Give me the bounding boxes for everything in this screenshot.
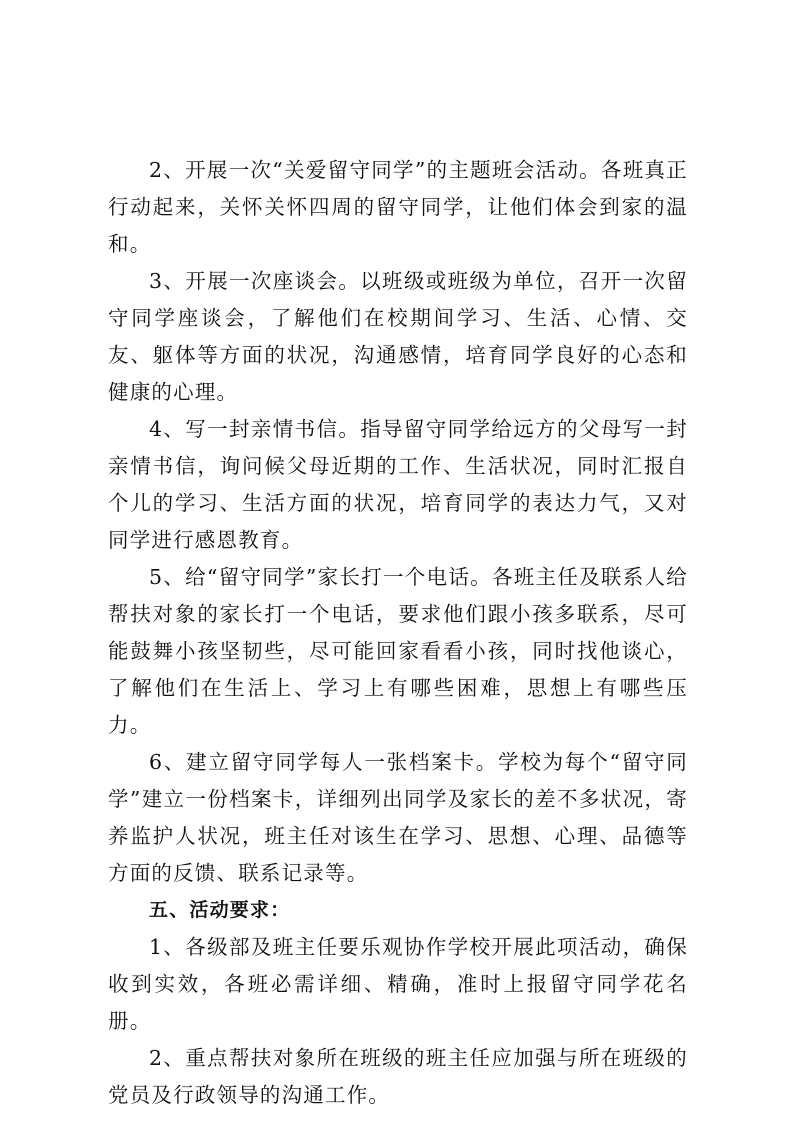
paragraph-requirement-1: 1、各级部及班主任要乐观协作学校开展此项活动，确保收到实效，各班必需详细、精确，准时上报留守同学花名册。	[108, 935, 688, 1033]
section-heading-requirements: 五、活动要求：	[149, 899, 291, 921]
paragraph-activity-6: 6、建立留守同学每人一张档案卡。学校为每个“留守同学”建立一份档案卡，详细列出同学及家长的差不多状况，寄养监护人状况，班主任对该生在学习、思想、心理、品德等方面的反馈、联系记录等。	[108, 750, 688, 885]
paragraph-activity-2: 2、开展一次“关爱留守同学”的主题班会活动。各班真正行动起来，关怀关怀四周的留守同学，让他们体会到家的温和。	[108, 158, 688, 256]
paragraph-activity-3: 3、开展一次座谈会。以班级或班级为单位，召开一次留守同学座谈会，了解他们在校期间学习、生活、心情、交友、躯体等方面的状况，沟通感情，培育同学良好的心态和健康的心理。	[108, 269, 688, 404]
paragraph-activity-5: 5、给“留守同学”家长打一个电话。各班主任及联系人给帮扶对象的家长打一个电话，要求他们跟小孩多联系，尽可能鼓舞小孩坚韧些，尽可能回家看看小孩，同时找他谈心，了解他们在生活上、学习上有哪些困难，思想上有哪些压力。	[108, 565, 688, 737]
paragraph-activity-4: 4、写一封亲情书信。指导留守同学给远方的父母写一封亲情书信，询问候父母近期的工作、生活状况，同时汇报自个儿的学习、生活方面的状况，培育同学的表达力气，又对同学进行感恩教育。	[108, 417, 688, 552]
paragraph-requirement-2: 2、重点帮扶对象所在班级的班主任应加强与所在班级的党员及行政领导的沟通工作。	[108, 1046, 688, 1107]
document-body	[108, 152, 688, 1114]
